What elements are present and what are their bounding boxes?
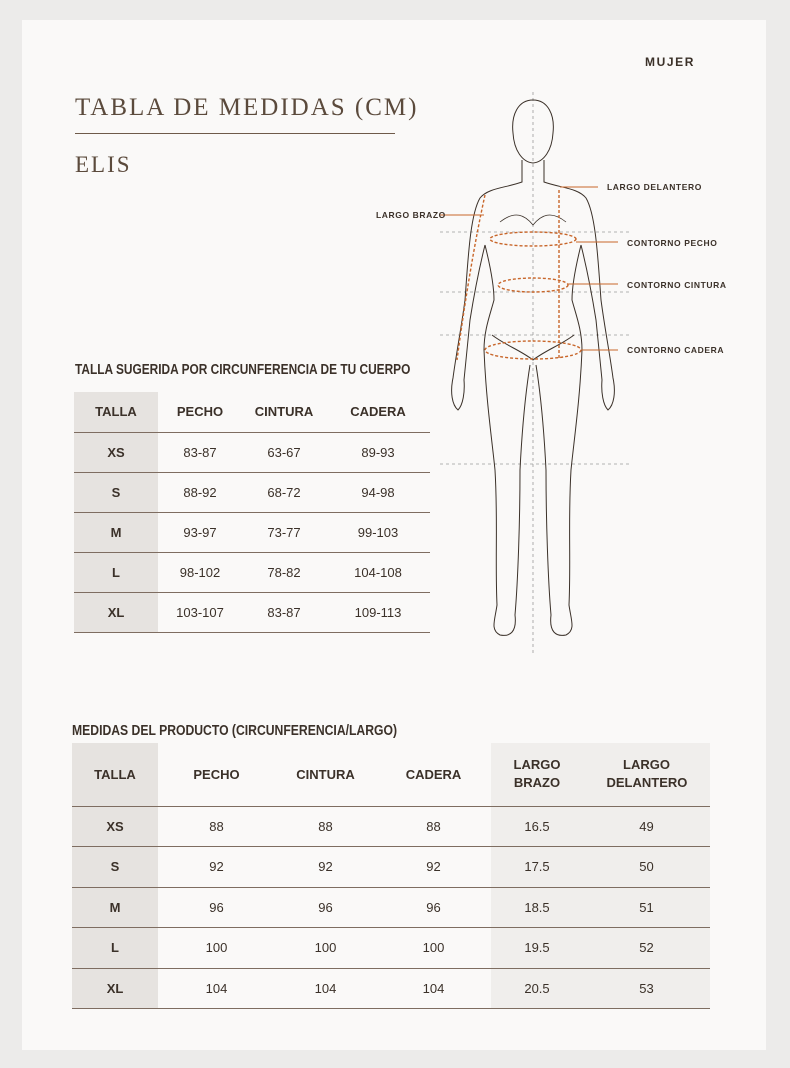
front-length-cell: 51	[583, 887, 710, 928]
header-chest: PECHO	[158, 743, 275, 806]
waist-cell: 96	[275, 887, 376, 928]
waist-cell: 92	[275, 847, 376, 888]
chest-cell: 98-102	[158, 552, 242, 592]
waist-cell: 104	[275, 968, 376, 1009]
label-front-length: LARGO DELANTERO	[607, 182, 702, 192]
header-arm-length-text: LARGO BRAZO	[513, 757, 561, 791]
body-table-title: TALLA SUGERIDA POR CIRCUNFERENCIA DE TU CUERPO	[75, 362, 411, 378]
waist-cell: 78-82	[242, 552, 326, 592]
front-length-cell: 50	[583, 847, 710, 888]
chest-cell: 83-87	[158, 432, 242, 472]
chest-cell: 88-92	[158, 472, 242, 512]
header-waist: CINTURA	[275, 743, 376, 806]
arm-length-cell: 17.5	[491, 847, 583, 888]
chest-cell: 100	[158, 928, 275, 969]
header-size: TALLA	[72, 743, 158, 806]
header-front-length	[583, 743, 710, 806]
arm-length-cell: 18.5	[491, 887, 583, 928]
size-cell: XS	[74, 432, 158, 472]
label-arm-length: LARGO BRAZO	[376, 210, 446, 220]
hip-cell: 88	[376, 806, 491, 847]
header-hip: CADERA	[326, 392, 430, 432]
chest-cell: 104	[158, 968, 275, 1009]
label-hip: CONTORNO CADERA	[627, 345, 725, 355]
chest-cell: 92	[158, 847, 275, 888]
size-cell: XL	[74, 592, 158, 632]
arm-length-cell: 19.5	[491, 928, 583, 969]
table-row	[74, 432, 430, 472]
hip-cell: 109-113	[326, 592, 430, 632]
front-length-cell: 53	[583, 968, 710, 1009]
size-cell: M	[72, 887, 158, 928]
table-row	[74, 552, 430, 592]
header-size: TALLA	[74, 392, 158, 432]
size-cell: S	[74, 472, 158, 512]
table-header-row	[72, 743, 710, 806]
table-row	[72, 847, 710, 888]
table-row	[72, 806, 710, 847]
hip-cell: 104	[376, 968, 491, 1009]
table-row	[72, 887, 710, 928]
header-waist: CINTURA	[242, 392, 326, 432]
table-row	[72, 928, 710, 969]
product-table-title: MEDIDAS DEL PRODUCTO (CIRCUNFERENCIA/LARGO)	[72, 723, 398, 739]
table-header-row	[74, 392, 430, 432]
title-divider	[75, 133, 395, 134]
table-row	[74, 472, 430, 512]
hip-cell: 89-93	[326, 432, 430, 472]
hip-cell: 100	[376, 928, 491, 969]
header-chest: PECHO	[158, 392, 242, 432]
arm-length-cell: 20.5	[491, 968, 583, 1009]
chest-cell: 88	[158, 806, 275, 847]
gender-tag: MUJER	[645, 55, 696, 69]
chest-cell: 96	[158, 887, 275, 928]
table-row	[74, 512, 430, 552]
body-figure-illustration	[420, 90, 650, 660]
waist-cell: 63-67	[242, 432, 326, 472]
waist-cell: 100	[275, 928, 376, 969]
hip-cell: 96	[376, 887, 491, 928]
chest-cell: 93-97	[158, 512, 242, 552]
hip-cell: 94-98	[326, 472, 430, 512]
chest-cell: 103-107	[158, 592, 242, 632]
header-arm-length	[491, 743, 583, 806]
front-length-cell: 52	[583, 928, 710, 969]
model-name: ELIS	[75, 152, 132, 177]
label-chest: CONTORNO PECHO	[627, 238, 718, 248]
hip-cell: 104-108	[326, 552, 430, 592]
waist-cell: 68-72	[242, 472, 326, 512]
header-hip: CADERA	[376, 743, 491, 806]
size-cell: XL	[72, 968, 158, 1009]
waist-cell: 88	[275, 806, 376, 847]
hip-cell: 99-103	[326, 512, 430, 552]
page-title: TABLA DE MEDIDAS (CM)	[75, 94, 419, 121]
waist-cell: 83-87	[242, 592, 326, 632]
size-cell: S	[72, 847, 158, 888]
size-cell: M	[74, 512, 158, 552]
front-length-cell: 49	[583, 806, 710, 847]
waist-cell: 73-77	[242, 512, 326, 552]
table-row	[74, 592, 430, 632]
arm-length-cell: 16.5	[491, 806, 583, 847]
hip-cell: 92	[376, 847, 491, 888]
header-front-length-text: LARGO DELANTERO	[606, 757, 688, 791]
size-cell: L	[74, 552, 158, 592]
size-cell: XS	[72, 806, 158, 847]
label-waist: CONTORNO CINTURA	[627, 280, 727, 290]
body-size-table	[74, 392, 430, 633]
table-row	[72, 968, 710, 1009]
product-size-table	[72, 743, 710, 1009]
size-cell: L	[72, 928, 158, 969]
